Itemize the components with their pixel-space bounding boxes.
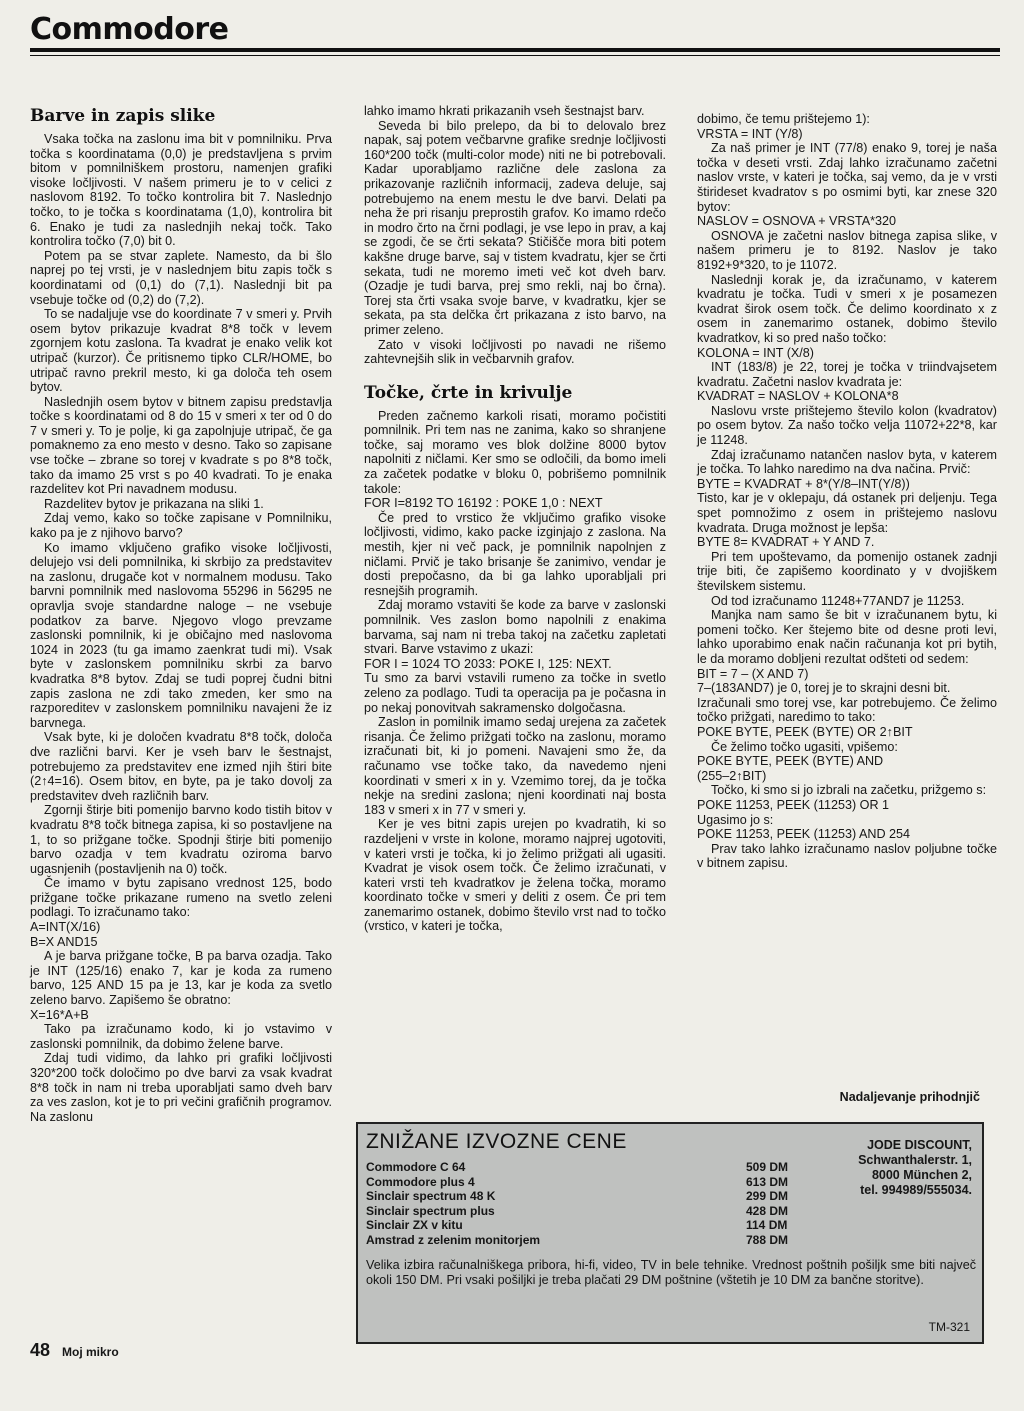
code-line: POKE 11253, PEEK (11253) AND 254 [697,827,911,842]
code-line: BYTE = KVADRAT + 8*(Y/8–INT(Y/8)) [697,476,910,491]
code-line: FOR I=8192 TO 16192 : POKE 1,0 : NEXT [364,496,603,511]
paragraph: Tisto, kar je v oklepaju, dá ostanek pri deljenju. Tega spet pomnožimo z osem in prištejemo naslovu kvadrata. Druga možnost je lepša: [697,491,997,535]
column-3 [697,112,997,871]
paragraph: Za naš primer je INT (77/8) enako 9, torej je naša točka v deseti vrsti. Zdaj lahko izračunamo začetni naslov vrste, v kateri je točka, saj vemo, da je v vrsti štirideset kvadratov s po osmimi byti, kar znese 320 bytov: [697,141,997,214]
paragraph: Če imamo v bytu zapisano vrednost 125, bodo prižgane točke prikazane rumeno na svetlo zeleni podlagi. To izračunamo tako: [30,876,332,920]
ad-price-list [366,1160,816,1248]
header-rule-thin [30,55,1000,56]
paragraph: Manjka nam samo še bit v izračunanem bytu, ki pomeni točko. Ker štejemo bite od desne proti levi, lahko uporabimo enak način računanja kot pri bytih, le da moramo dobljeni rezultat odšteti od sedem: [697,608,997,666]
ad-code: TM-321 [928,1320,970,1334]
magazine-name: Moj mikro [62,1345,119,1359]
paragraph: Zato v visoki ločljivosti po navadi ne rišemo zahtevnejših slik in večbarvnih grafov. [364,337,666,367]
ad-price-row [366,1160,816,1175]
code-line: POKE BYTE, PEEK (BYTE) OR 2↑BIT [697,724,913,739]
code-line: A=INT(X/16) [30,920,101,935]
paragraph: Vsak byte, ki je določen kvadratu 8*8 točk, določa dve različni barvi. Ker je vseh barv le šestnajst, potrebujemo za predstavitev ene izmed njih štiri bite (2↑4=16). Osem bitov, en byte, pa je tako dovolj za predstavitev dveh različnih barv. [30,730,332,803]
ad-item-name: Sinclair ZX v kitu [366,1218,463,1233]
paragraph: Zdaj tudi vidimo, da lahko pri grafiki ločljivosti 320*200 točk določimo po dve barvi za vsak kvadrat 8*8 točk in nam ni treba uporabljati samo dveh barv za ves zaslon, kot je to pri večini grafičnih programov. Na zaslonu [30,1051,332,1124]
paragraph: Ugasimo jo s: [697,812,774,827]
paragraph: Pri tem upoštevamo, da pomenijo ostanek zadnji trije biti, če zapišemo koordinato y v dvojiškem številskem sistemu. [697,549,997,593]
paragraph: Tu smo za barvi vstavili rumeno za točke in svetlo zeleno za podlago. Tudi ta operacija pa je počasna in po nekaj ponovitvah sakramensko dolgočasna. [364,671,666,715]
vendor-line: JODE DISCOUNT, [867,1138,972,1152]
page-number: 48 [30,1340,51,1360]
paragraph: lahko imamo hkrati prikazanih vseh šestnajst barv. [364,104,645,118]
paragraph: Razdelitev bytov je prikazana na sliki 1. [44,496,264,511]
paragraph: Seveda bi bilo prelepo, da bi to delovalo brez napak, saj potem večbarvne grafike srednje ločljivosti 160*200 točk (multi-color mode) niti ne bi potrebovali. Kadar uporabljamo različne dele zaslona za prikazovanje različnih informacij, zadeva deluje, saj potrebujemo na enem mestu le dve barvi. Delati pa neha že pri risanju preprostih grafov. Ko imamo rdečo in modro črto na črni podlagi, je vse lepo in prav, a kaj se zgodi, če se črti sekata? Stičišče mora biti potem kakšne druge barve, saj v tistem kvadratu, kjer se črti sekata, tudi ne moremo imeti več kot dveh barv. (Ozadje je tudi barva, prej smo rekli, naj bo črna). Torej sta črti vsaka svoje barve, v kvadratku, kjer se sekata, pa sta delčka črt prikazana z isto barvo, na primer zeleno. [364,118,666,337]
paragraph: Če želimo točko ugasiti, vpišemo: [711,739,898,754]
ad-item-price: 788 DM [746,1232,789,1247]
paragraph: Točko, ki smo si jo izbrali na začetku, prižgemo s: [711,783,987,798]
paragraph: Naslovu vrste prištejemo število kolon (kvadratov) po osem bytov. Za našo točko velja 11072+22*8, kar je 11248. [697,403,997,448]
ad-item-price: 613 DM [746,1174,789,1189]
section-heading-barve: Barve in zapis slike [30,106,216,126]
paragraph: To se nadaljuje vse do koordinate 7 v smeri y. Prvih osem bytov prikazuje kvadrat 8*8 točk v levem zgornjem kotu zaslona. Ta kvadrat je enako velik kot utripač (kurzor). Če pritisnemo tipko CLR/HOME, bo utripač ravno prekril mesto, ki ga določa teh osem bytov. [30,307,332,395]
paragraph: Preden začnemo karkoli risati, moramo počistiti pomnilnik. Pri tem nas ne zanima, kako so shranjene točke, saj moramo ves blok dolžine 8000 bytov napolniti z ničlami. Ker smo se odločili, da bomo imeli za začetek podatke v bloku 0, pobrišemo pomnilnik takole: [364,408,666,496]
page-title: Commodore [30,12,229,47]
ad-price-row [366,1233,816,1248]
ad-item-name: Amstrad z zelenim monitorjem [366,1232,541,1247]
code-line: FOR I = 1024 TO 2033: POKE I, 125: NEXT. [364,656,612,671]
ad-vendor-address [812,1138,972,1198]
code-line: BYTE 8= KVADRAT + Y AND 7. [697,535,875,550]
code-line: KOLONA = INT (X/8) [697,345,814,360]
paragraph: Če pred to vrstico že vključimo grafiko visoke ločljivosti, vidimo, kako packe izginjajo z zaslona. Na mestih, kjer ni več pack, je pomnilnik napolnjen z ničlami. Prvič je tako brisanje še zanimivo, vendar je dosti prepočasno, da bi ga lahko uporabljali pri resnejših programih. [364,510,666,598]
vendor-line: tel. 994989/555034. [860,1183,972,1197]
paragraph: Vsaka točka na zaslonu ima bit v pomnilniku. Prva točka s koordinatama (0,0) je predstavljena s prvim bitom v pomnilniškem prostoru, namenjen grafiki visoke ločljivosti. V našem primeru je to v celici z naslovom 8192. To točko kontrolira bit 7. Naslednjo točko, to je točka s koordinatama (1,0), kontrolira bit 6. Enako je tudi za naslednjih nekaj točk. Tako kontrolira točko (7,0) bit 0. [30,132,332,249]
ad-item-price: 114 DM [746,1218,788,1233]
paragraph: Naslednjih osem bytov v bitnem zapisu predstavlja točke s koordinatami od 8 do 15 v smeri x ter od 0 do 7 v smeri y. To je polje, ki ga zapolnjuje utripač, če ga pomaknemo za eno mesto v desno. Tako so zapisane vse točke – zbrane so torej v kvadrate s po 8*8 točk, tako da imamo 25 vrst s po 40 kvadrati. To je enaka razdelitev kot Pri navadnem modusu. [30,394,332,497]
ad-item-price: 428 DM [746,1203,789,1218]
ad-price-row [366,1189,816,1204]
code-line: (255–2↑BIT) [697,768,767,783]
code-line: BIT = 7 – (X AND 7) [697,666,809,681]
ad-price-row [366,1204,816,1219]
vendor-line: 8000 München 2, [871,1168,972,1182]
code-line: 7–(183AND7) je 0, torej je to skrajni desni bit. [697,681,951,696]
ad-item-name: Sinclair spectrum plus [366,1203,495,1218]
vendor-line: Schwanthalerstr. 1, [858,1153,972,1167]
ad-title: ZNIŽANE IZVOZNE CENE [366,1130,627,1153]
paragraph: Zgornji štirje biti pomenijo barvno kodo tistih bitov v kvadratu 8*8 točk bitnega zapisa, ki so postavljene na 1, to so prižgane točke. Spodnji štirje biti pomenijo barvo ozadja v tem kvadratu oziroma barvo ugasnjenih (postavljenih na 0) točk. [30,803,332,876]
section-heading-tocke: Točke, črte in krivulje [364,382,573,403]
paragraph: Tako pa izračunamo kodo, ki jo vstavimo v zaslonski pomnilnik, da dobimo želene barve. [30,1022,332,1051]
ad-item-name: Commodore plus 4 [366,1174,475,1189]
code-line: POKE 11253, PEEK (11253) OR 1 [697,797,890,812]
ad-item-price: 509 DM [746,1160,789,1174]
paragraph: Ker je ves bitni zapis urejen po kvadratih, ki so razdeljeni v vrste in kolone, moramo najprej ugotoviti, v kateri vrsti je točka, ki jo želimo prižgati ali ugasiti. Kvadrat je visok osem točk. Če želimo izračunati, v kateri vrsti teh kvadratkov je želena točka, moramo koordinato točke v smeri y deliti z osem. Če pri tem zanemarimo ostanek, dobimo število vrst nad to točko (vrstico, v kateri je točka, [364,817,666,934]
paragraph: A je barva prižgane točke, B pa barva ozadja. Tako je INT (125/16) enako 7, kar je koda za rumeno barvo, 125 AND 15 pa je 13, kar je koda za svetlo zeleno barvo. Zapišemo še obratno: [30,949,332,1008]
code-line: KVADRAT = NASLOV + KOLONA*8 [697,389,899,404]
paragraph: Zaslon in pomilnik imamo sedaj urejena za začetek risanja. Če želimo prižgati točko na zaslonu, moramo izračunati bit, ki jo pomeni. Navajeni smo že, da računamo vse točke tako, da navedemo njeni koordinati v smeri x in y. Vzemimo torej, da je točka nekje na sredini zaslona; njeni koordinati naj bosta 183 v smeri x in 77 v smeri y. [364,715,666,817]
continue-note: Nadaljevanje prihodnjič [839,1090,980,1104]
ad-price-row [366,1218,816,1233]
ad-item-price: 299 DM [746,1189,789,1204]
advertisement-box [356,1122,984,1344]
column-2 [364,104,666,934]
code-line: NASLOV = OSNOVA + VRSTA*320 [697,214,897,229]
paragraph: dobimo, če temu prištejemo 1): [697,112,870,126]
code-line: B=X AND15 [30,934,98,949]
paragraph: Od tod izračunamo 11248+77AND7 je 11253. [711,593,965,608]
paragraph: Ko imamo vključeno grafiko visoke ločljivosti, delujejo vsi deli pomnilnika, ki skrbijo za predstavitev na zaslonu, drugače kot v normalnem modusu. Tako barvni pomnilnik med naslovoma 55296 in 56295 ne opravlja svoje standardne naloge – ne vsebuje podatkov za barve. Njegovo vlogo prevzame zaslonski pomnilnik, ki je običajno med naslovoma 1024 in 2023 (tu ga imamo zaenkrat tudi mi). Vsak byte v zaslonskem pomnilniku skrbi za barvo kvadratka 8*8 bytov. Zdaj se tudi poprej čudni bitni zapis zaslona ne zdi tako zmeden, ker smo na razporeditev v zaslonskem pomnilniku navajeni že iz barvnega. [30,540,332,730]
paragraph: Zdaj moramo vstaviti še kode za barve v zaslonski pomnilnik. Ves zaslon bomo napolnili z enakima barvama, saj nam ni treba takoj na začetku zapletati stvari. Barve vstavimo z ukazi: [364,598,666,657]
ad-item-name: Sinclair spectrum 48 K [366,1189,496,1204]
paragraph: INT (183/8) je 22, torej je točka v triindvajsetem kvadratu. Začetni naslov kvadrata je: [697,360,997,389]
column-1 [30,104,332,1124]
paragraph: OSNOVA je začetni naslov bitnega zapisa slike, v našem primeru je to 8192. Naslov je tako 8192+9*320, to je 11072. [697,228,997,272]
code-line: VRSTA = INT (Y/8) [697,126,803,141]
paragraph: Izračunali smo torej vse, kar potrebujemo. Če želimo točko prižgati, naredimo to tako: [697,695,997,725]
paragraph: Potem pa se stvar zaplete. Namesto, da bi šlo naprej po tej vrsti, je v naslednjem bitu zapis točk s koordinatami od (0,1) do (7,1). Naslednji bit pa vsebuje točke od (0,2) do (7,2). [30,248,332,307]
ad-item-name: Commodore C 64 [366,1160,466,1174]
code-line: POKE BYTE, PEEK (BYTE) AND [697,754,884,769]
header-rule [30,48,1000,52]
paragraph: Zdaj izračunamo natančen naslov byta, v katerem je točka. To lahko naredimo na dva načina. Prvič: [697,447,997,477]
ad-price-row [366,1175,816,1190]
ad-body-text: Velika izbira računalniškega pribora, hi-fi, video, TV in bele tehnike. Vrednost poštnih pošiljk sme biti največ okoli 150 DM. Pri vsaki pošiljki je treba plačati 29 DM poštnine (vštetih je 10 DM za bančne storitve). [366,1258,976,1287]
paragraph: Prav tako lahko izračunamo naslov poljubne točke v bitnem zapisu. [697,841,997,871]
code-line: X=16*A+B [30,1007,89,1022]
paragraph: Zdaj vemo, kako so točke zapisane v Pomnilniku, kako pa je z njihovo barvo? [30,511,332,541]
paragraph: Naslednji korak je, da izračunamo, v katerem kvadratu je točka. Tudi v smeri x je posamezen kvadrat širok osem točk. Če delimo koordinato x z osem in zanemarimo ostanek, dobimo število kvadratkov, ki so pred našo točko: [697,272,997,345]
